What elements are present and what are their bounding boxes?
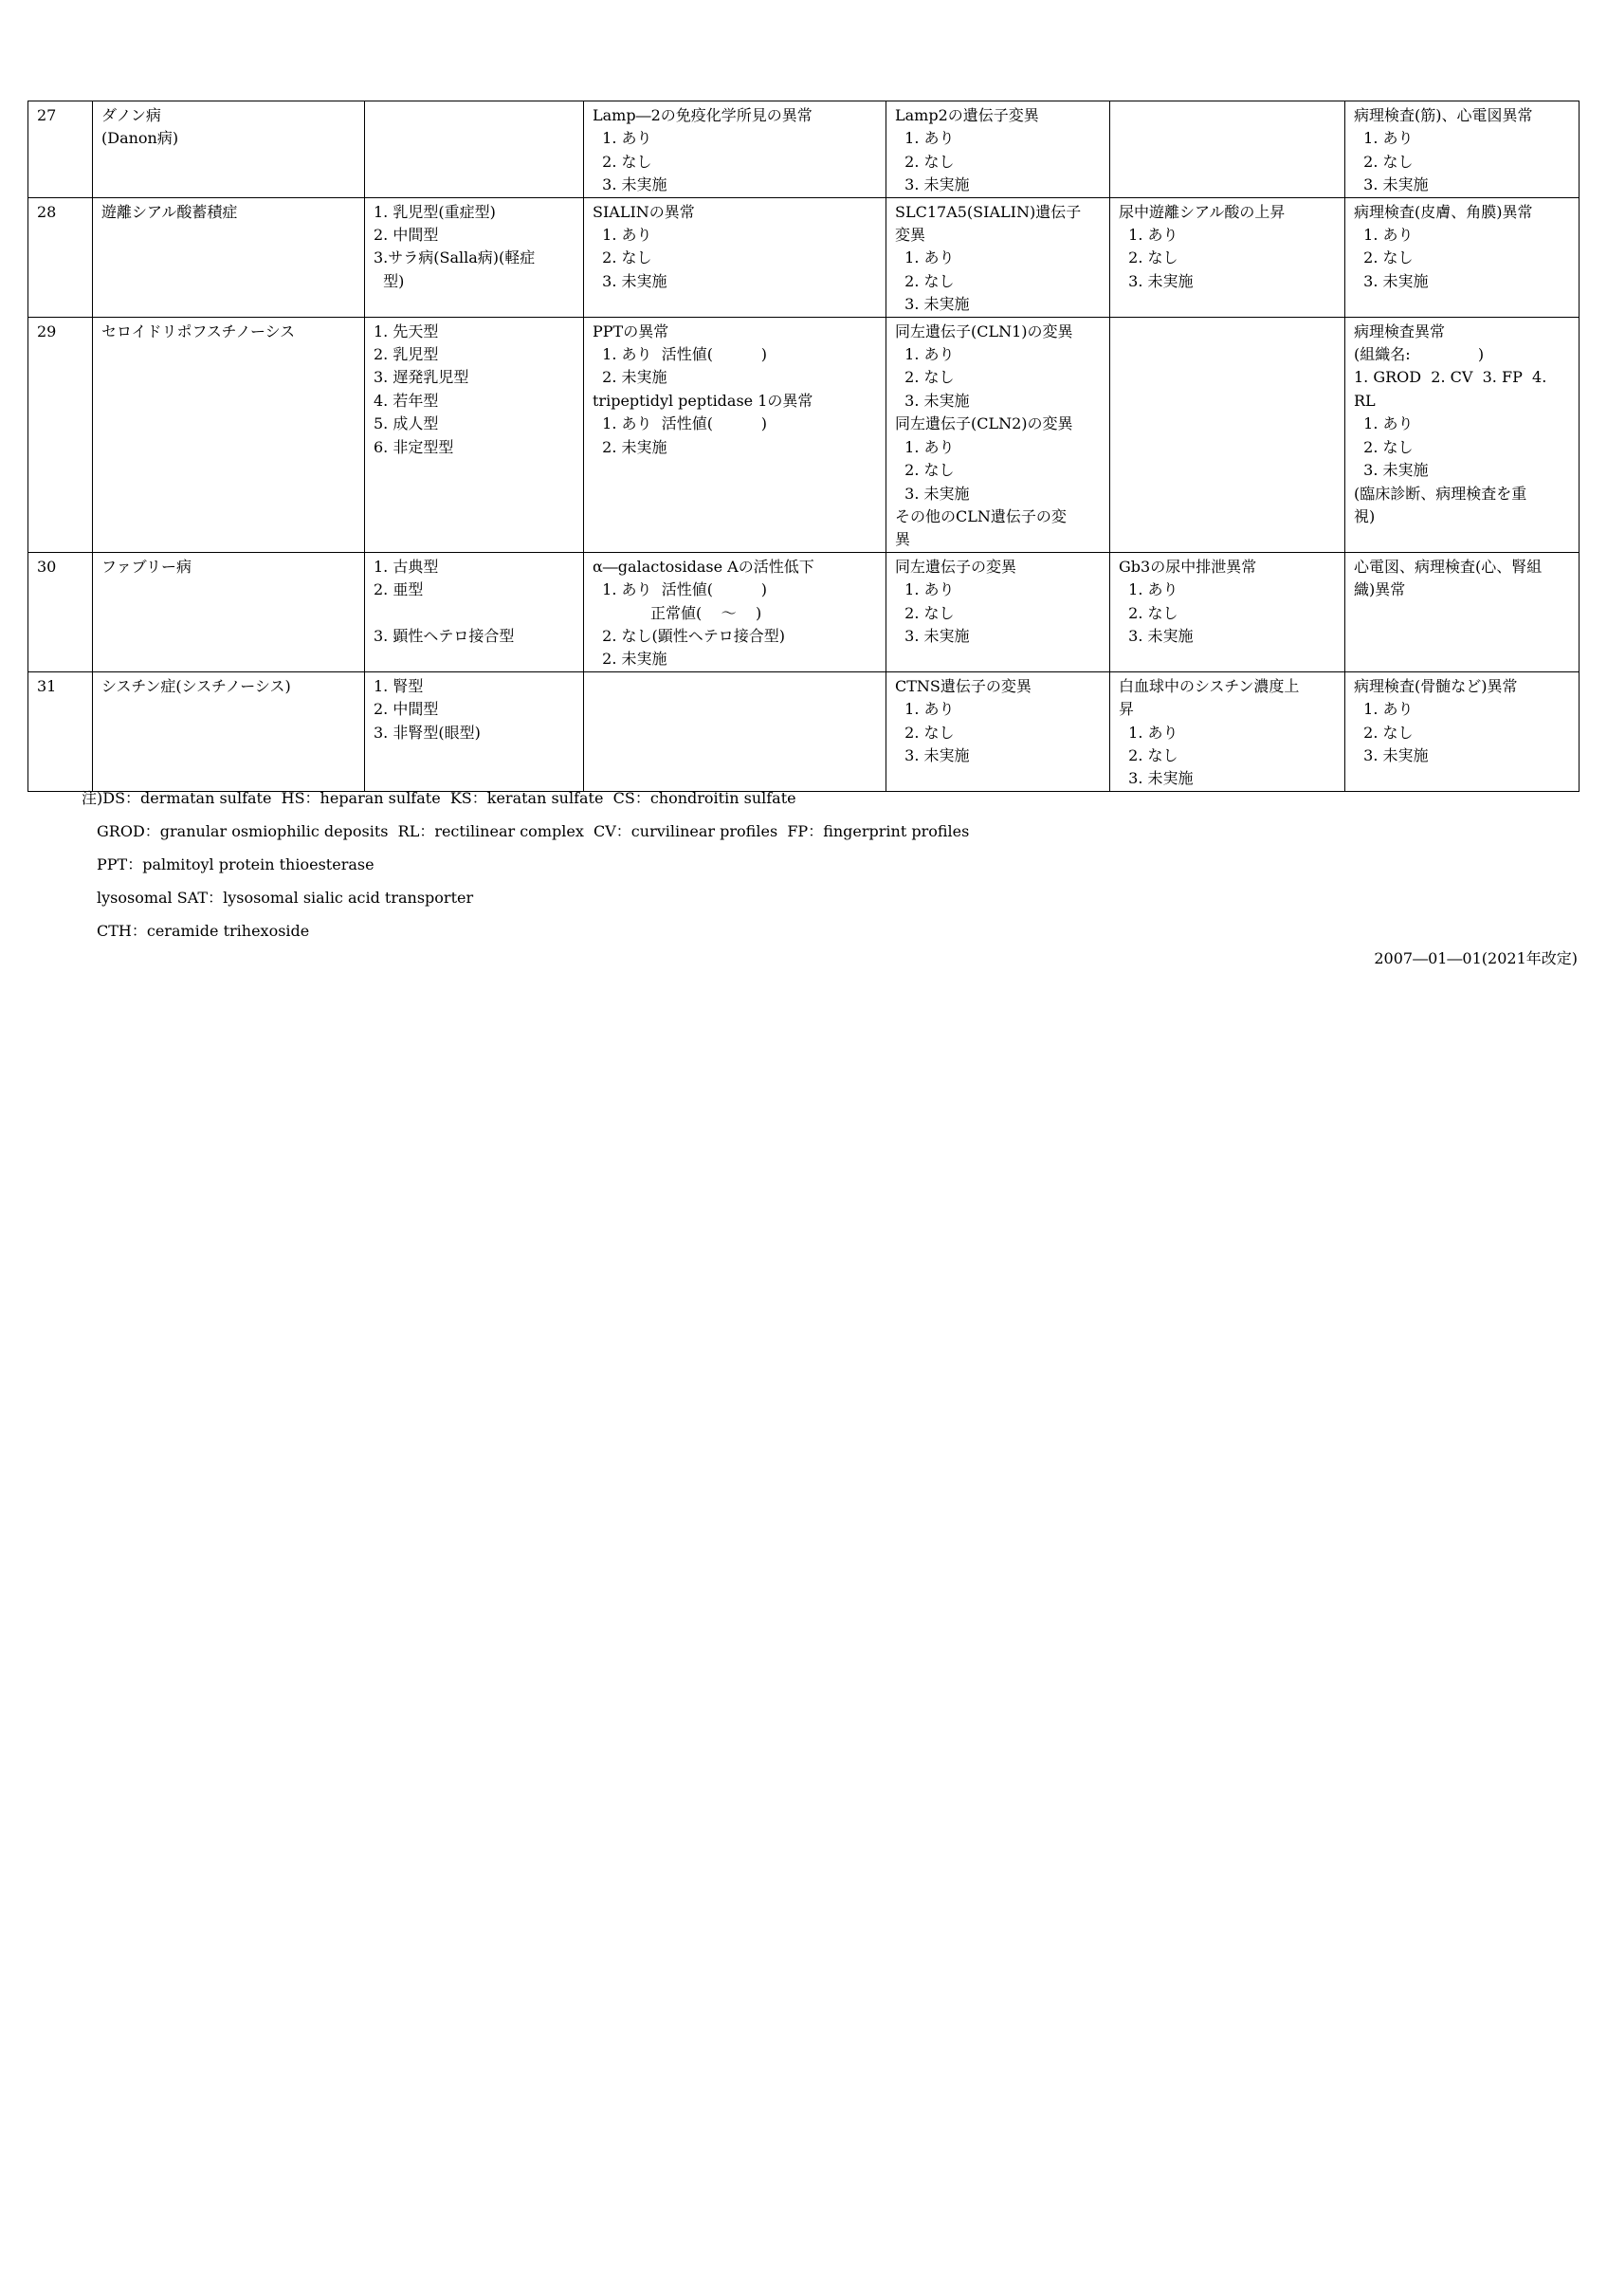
- cell-line: 異: [895, 530, 911, 549]
- enzyme-finding-cell: [584, 317, 886, 552]
- cell-line: 1. あり: [1354, 129, 1414, 148]
- cell-line: SLC17A5(SIALIN)遺伝子: [895, 202, 1082, 221]
- cell-line: 3. 未実施: [1354, 271, 1429, 290]
- cell-line: 2. なし: [1354, 437, 1414, 456]
- disease-name-cell: [93, 317, 365, 552]
- cell-line: 1. あり: [895, 248, 955, 267]
- cell-line: 3. 未実施: [1119, 271, 1194, 290]
- row-number: 30: [28, 552, 93, 671]
- enzyme-finding-cell: [584, 101, 886, 198]
- enzyme-finding-cell: [584, 197, 886, 317]
- cell-line: 病理検査異常: [1354, 321, 1446, 340]
- cell-line: 病理検査(皮膚、角膜)異常: [1354, 202, 1533, 221]
- subtype-cell: [365, 197, 584, 317]
- cell-line: Gb3の尿中排泄異常: [1119, 557, 1257, 576]
- cell-line: 1. 先天型: [374, 321, 439, 340]
- row-number: 29: [28, 317, 93, 552]
- cell-line: Lamp2の遺伝子変異: [895, 106, 1039, 124]
- cell-line: 2. なし(顕性ヘテロ接合型): [593, 626, 786, 645]
- cell-line: 2. 乳児型: [374, 345, 439, 364]
- disease-name-cell: [93, 552, 365, 671]
- cell-line: 白血球中のシスチン濃度上: [1119, 676, 1300, 695]
- cell-line: CTNS遺伝子の変異: [895, 676, 1032, 695]
- cell-line: PPTの異常: [593, 321, 669, 340]
- biomarker-cell: [1110, 197, 1345, 317]
- cell-line: 2. なし: [895, 461, 955, 480]
- cell-line: 2. なし: [1119, 745, 1178, 764]
- gene-finding-cell: [886, 671, 1110, 791]
- cell-line: 1. 古典型: [374, 557, 439, 576]
- subtype-cell: [365, 317, 584, 552]
- biomarker-cell: [1110, 101, 1345, 198]
- cell-line: 2. 未実施: [593, 650, 667, 669]
- cell-line: 2. なし: [895, 271, 955, 290]
- cell-line: 2. 未実施: [593, 437, 667, 456]
- row-number: 27: [28, 101, 93, 198]
- disease-name-cell: [93, 671, 365, 791]
- cell-line: 2. 亜型: [374, 580, 424, 599]
- gene-finding-cell: [886, 197, 1110, 317]
- table-row: [28, 197, 1580, 317]
- cell-line: 病理検査(筋)、心電図異常: [1354, 106, 1533, 124]
- cell-line: tripeptidyl peptidase 1の異常: [593, 391, 813, 410]
- gene-finding-cell: [886, 101, 1110, 198]
- cell-line: 遊離シアル酸蓄積症: [101, 202, 238, 221]
- revision-date: 2007―01―01(2021年改定): [1374, 949, 1578, 967]
- gene-finding-cell: [886, 317, 1110, 552]
- subtype-cell: [365, 552, 584, 671]
- cell-line: 同左遺伝子(CLN1)の変異: [895, 321, 1073, 340]
- cell-line: 5. 成人型: [374, 414, 439, 433]
- cell-line: RL: [1354, 391, 1376, 410]
- cell-line: 1. あり: [593, 129, 652, 148]
- cell-line: 同左遺伝子(CLN2)の変異: [895, 414, 1073, 433]
- enzyme-finding-cell: [584, 552, 886, 671]
- cell-line: 3. 未実施: [895, 391, 970, 410]
- cell-line: 視): [1354, 506, 1376, 525]
- cell-line: ダノン病: [101, 106, 161, 124]
- footnote-line: PPT：palmitoyl protein thioesterase: [97, 855, 374, 873]
- cell-line: 2. なし: [1119, 248, 1178, 267]
- cell-line: 正常値( ～ ): [593, 603, 762, 622]
- cell-line: 3. 未実施: [895, 175, 970, 194]
- cell-line: 3. 未実施: [895, 745, 970, 764]
- cell-line: 1. あり: [1354, 226, 1414, 245]
- footnote-line: lysosomal SAT：lysosomal sialic acid transporter: [97, 889, 474, 907]
- biomarker-cell: [1110, 671, 1345, 791]
- biomarker-cell: [1110, 552, 1345, 671]
- cell-line: 変異: [895, 226, 926, 245]
- cell-line: 3. 未実施: [593, 175, 667, 194]
- biomarker-cell: [1110, 317, 1345, 552]
- pathology-cell: [1345, 101, 1580, 198]
- cell-line: 1. あり: [1119, 226, 1178, 245]
- cell-line: 1. 乳児型(重症型): [374, 202, 496, 221]
- cell-line: 2. なし: [895, 152, 955, 171]
- cell-line: 3. 未実施: [895, 626, 970, 645]
- cell-line: 1. あり 活性値( ): [593, 345, 768, 364]
- cell-line: 同左遺伝子の変異: [895, 557, 1017, 576]
- footnote-line: CTH：ceramide trihexoside: [97, 922, 310, 940]
- row-number: 28: [28, 197, 93, 317]
- cell-line: (臨床診断、病理検査を重: [1354, 484, 1527, 503]
- cell-line: 3.サラ病(Salla病)(軽症: [374, 248, 536, 267]
- cell-line: [374, 602, 583, 625]
- cell-line: 2. 中間型: [374, 700, 439, 719]
- cell-line: 昇: [1119, 700, 1135, 719]
- disease-name-cell: [93, 101, 365, 198]
- cell-line: 3. 非腎型(眼型): [374, 723, 481, 742]
- cell-line: 3. 未実施: [593, 271, 667, 290]
- cell-line: 2. なし: [1354, 248, 1414, 267]
- cell-line: 3. 未実施: [1354, 175, 1429, 194]
- cell-line: 3. 遅発乳児型: [374, 368, 469, 387]
- cell-line: 心電図、病理検査(心、腎組: [1354, 557, 1543, 576]
- subtype-cell: [365, 671, 584, 791]
- cell-line: 2. 未実施: [593, 368, 667, 387]
- cell-line: 病理検査(骨髄など)異常: [1354, 676, 1518, 695]
- footnotes: [82, 781, 969, 947]
- cell-line: 1. あり: [895, 437, 955, 456]
- pathology-cell: [1345, 671, 1580, 791]
- cell-line: シスチン症(シスチノーシス): [101, 676, 291, 695]
- table-row: [28, 317, 1580, 552]
- pathology-cell: [1345, 197, 1580, 317]
- disease-criteria-table: [27, 101, 1580, 792]
- cell-line: 1. GROD 2. CV 3. FP 4.: [1354, 368, 1547, 387]
- cell-line: 3. 未実施: [1119, 626, 1194, 645]
- cell-line: 1. あり: [1119, 723, 1178, 742]
- cell-line: 1. あり: [593, 226, 652, 245]
- cell-line: 2. なし: [895, 368, 955, 387]
- enzyme-finding-cell: [584, 671, 886, 791]
- cell-line: その他のCLN遺伝子の変: [895, 506, 1067, 525]
- pathology-cell: [1345, 317, 1580, 552]
- cell-line: 3. 未実施: [1119, 769, 1194, 788]
- disease-name-cell: [93, 197, 365, 317]
- cell-line: 2. なし: [895, 723, 955, 742]
- gene-finding-cell: [886, 552, 1110, 671]
- cell-line: 2. なし: [593, 248, 652, 267]
- cell-line: 2. なし: [593, 152, 652, 171]
- cell-line: 1. あり: [895, 345, 955, 364]
- cell-line: 1. あり 活性値( ): [593, 580, 768, 599]
- cell-line: 1. あり: [895, 700, 955, 719]
- cell-line: 3. 未実施: [895, 295, 970, 314]
- cell-line: 3. 未実施: [1354, 745, 1429, 764]
- cell-line: (Danon病): [101, 129, 179, 148]
- cell-line: 3. 未実施: [1354, 461, 1429, 480]
- cell-line: Lamp―2の免疫化学所見の異常: [593, 106, 813, 124]
- cell-line: 2. なし: [895, 603, 955, 622]
- cell-line: ファブリー病: [101, 557, 192, 576]
- cell-line: (組織名: ): [1354, 345, 1485, 364]
- cell-line: 尿中遊離シアル酸の上昇: [1119, 202, 1286, 221]
- table-row: [28, 671, 1580, 791]
- cell-line: 1. あり 活性値( ): [593, 414, 768, 433]
- cell-line: 1. あり: [1354, 700, 1414, 719]
- table-row: [28, 552, 1580, 671]
- cell-line: α―galactosidase Aの活性低下: [593, 557, 814, 576]
- cell-line: 3. 未実施: [895, 484, 970, 503]
- cell-line: SIALINの異常: [593, 202, 695, 221]
- cell-line: 1. あり: [1354, 414, 1414, 433]
- row-number: 31: [28, 671, 93, 791]
- cell-line: 6. 非定型型: [374, 437, 454, 456]
- cell-line: 3. 顕性ヘテロ接合型: [374, 626, 515, 645]
- footnote-line: GROD：granular osmiophilic deposits RL：rectilinear complex CV：curvilinear profiles FP：fingerprint profiles: [97, 822, 970, 840]
- footnote-line: 注)DS：dermatan sulfate HS：heparan sulfate KS：keratan sulfate CS：chondroitin sulfate: [82, 789, 796, 807]
- cell-line: 2. なし: [1119, 603, 1178, 622]
- cell-line: 1. 腎型: [374, 676, 424, 695]
- cell-line: 1. あり: [895, 129, 955, 148]
- subtype-cell: [365, 101, 584, 198]
- pathology-cell: [1345, 552, 1580, 671]
- cell-line: 1. あり: [895, 580, 955, 599]
- table-row: [28, 101, 1580, 198]
- cell-line: 1. あり: [1119, 580, 1178, 599]
- cell-line: 型): [374, 271, 405, 290]
- cell-line: 織)異常: [1354, 580, 1406, 599]
- cell-line: 4. 若年型: [374, 391, 439, 410]
- cell-line: 2. 中間型: [374, 226, 439, 245]
- cell-line: 2. なし: [1354, 723, 1414, 742]
- cell-line: セロイドリポフスチノーシス: [101, 321, 296, 340]
- cell-line: 2. なし: [1354, 152, 1414, 171]
